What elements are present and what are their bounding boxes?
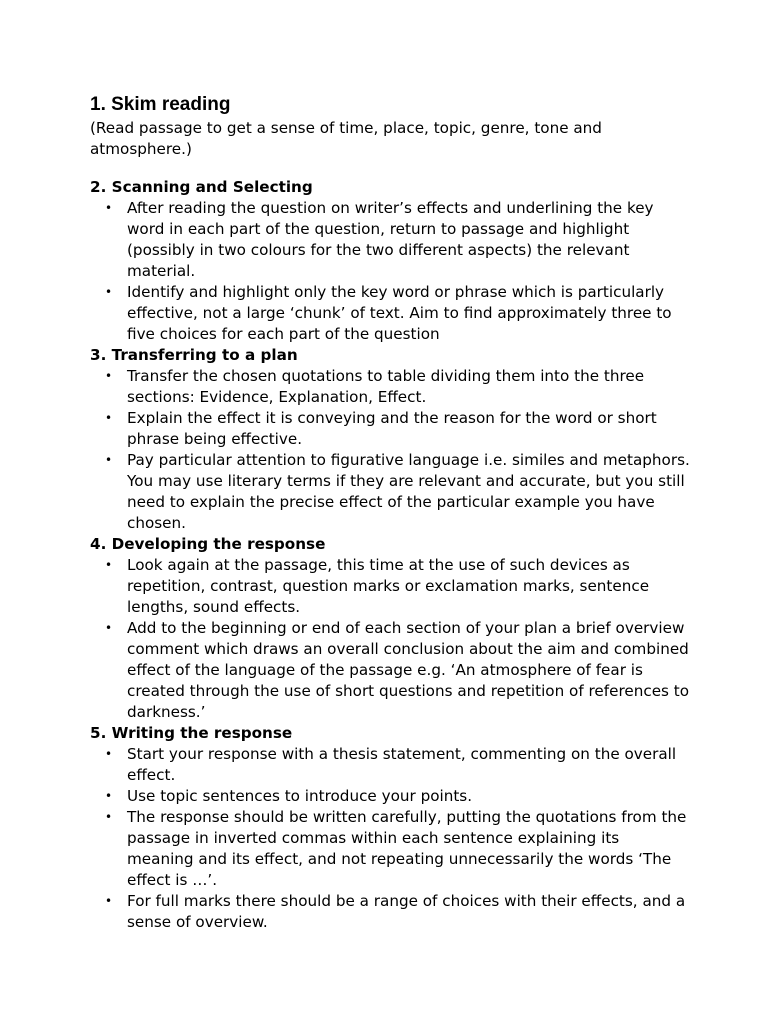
section-intro: (Read passage to get a sense of time, place, topic, genre, tone and atmosphere.): [90, 119, 602, 158]
section-heading: 5. Writing the response: [90, 724, 293, 742]
list-item-text: Use topic sentences to introduce your points.: [127, 787, 473, 805]
bullet-icon: •: [105, 789, 113, 803]
list-item: [90, 408, 690, 450]
list-item-text: Look again at the passage, this time at the use of such devices as repetition, contrast, question marks or exclamation marks, sentence lengths, sound effects.: [127, 556, 650, 616]
list-item-text: For full marks there should be a range of choices with their effects, and a sense of overview.: [127, 892, 686, 931]
bullet-icon: •: [105, 453, 113, 467]
bullet-icon: •: [105, 621, 113, 635]
list-item-text: Add to the beginning or end of each section of your plan a brief overview comment which draws an overall conclusion about the aim and combined effect of the language of the passage e.g. ‘An atmosphere of fear is created through the use of short questions and repetition of references to darkness.’: [127, 619, 690, 721]
list-item-text: Pay particular attention to figurative language i.e. similes and metaphors. You may use literary terms if they are relevant and accurate, but you still need to explain the precise effect of the particular example you have chosen.: [127, 451, 690, 532]
list-item-text: Identify and highlight only the key word or phrase which is particularly effective, not a large ‘chunk’ of text. Aim to find approximately three to five choices for each part of the question: [127, 283, 672, 343]
bullet-list: [90, 198, 690, 345]
bullet-icon: •: [105, 810, 113, 824]
section-writing-response: [90, 723, 690, 933]
section-developing-response: [90, 534, 690, 723]
list-item: [90, 891, 690, 933]
bullet-icon: •: [105, 369, 113, 383]
list-item: [90, 786, 690, 807]
list-item: [90, 555, 690, 618]
list-item: [90, 807, 690, 891]
document-page: [90, 92, 690, 933]
bullet-list: [90, 366, 690, 534]
list-item-text: Explain the effect it is conveying and the reason for the word or short phrase being effective.: [127, 409, 657, 448]
list-item-text: After reading the question on writer’s effects and underlining the key word in each part of the question, return to passage and highlight (possibly in two colours for the two different aspects) the relevant material.: [127, 199, 654, 280]
list-item: [90, 198, 690, 282]
bullet-icon: •: [105, 201, 113, 215]
section-skim-reading: [90, 92, 690, 160]
section-heading: 2. Scanning and Selecting: [90, 178, 313, 196]
list-item: [90, 282, 690, 345]
list-item: [90, 618, 690, 723]
section-heading: 3. Transferring to a plan: [90, 346, 298, 364]
list-item-text: Transfer the chosen quotations to table dividing them into the three sections: Evidence, Explanation, Effect.: [127, 367, 645, 406]
list-item-text: Start your response with a thesis statement, commenting on the overall effect.: [127, 745, 677, 784]
bullet-icon: •: [105, 558, 113, 572]
section-heading: 1. Skim reading: [90, 94, 231, 115]
list-item: [90, 744, 690, 786]
section-heading: 4. Developing the response: [90, 535, 326, 553]
bullet-list: [90, 555, 690, 723]
list-item-text: The response should be written carefully, putting the quotations from the passage in inverted commas within each sentence explaining its meaning and its effect, and not repeating unnecessarily the words ‘The effect is …’.: [127, 808, 687, 889]
list-item: [90, 450, 690, 534]
bullet-icon: •: [105, 747, 113, 761]
bullet-icon: •: [105, 894, 113, 908]
section-scanning-selecting: [90, 177, 690, 345]
section-transferring-plan: [90, 345, 690, 534]
bullet-list: [90, 744, 690, 933]
list-item: [90, 366, 690, 408]
bullet-icon: •: [105, 285, 113, 299]
bullet-icon: •: [105, 411, 113, 425]
